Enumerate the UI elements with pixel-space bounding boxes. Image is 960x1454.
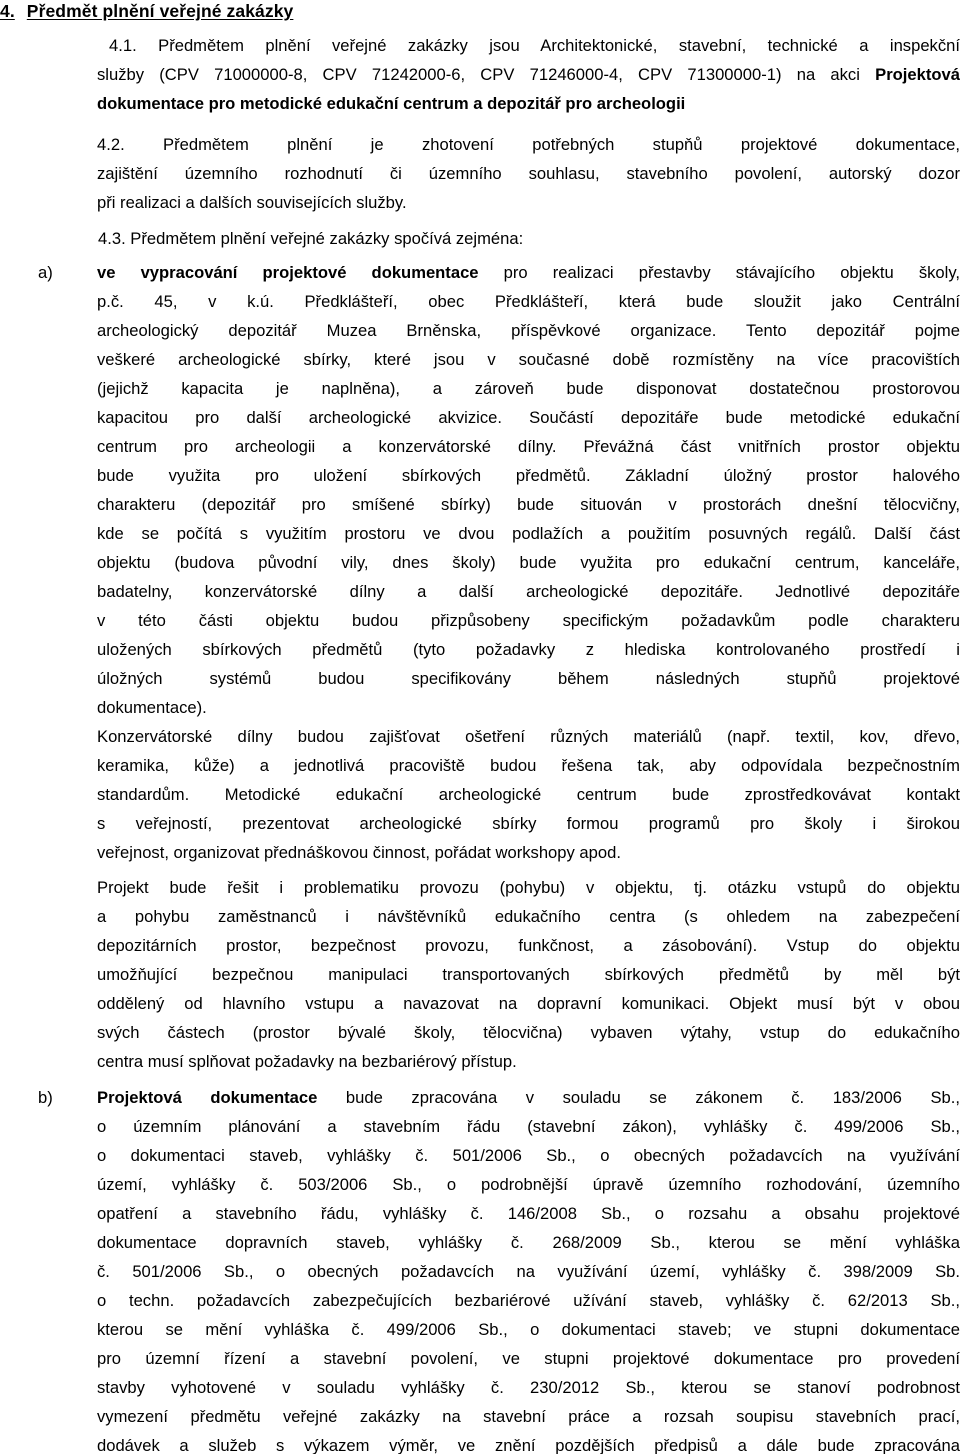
bold-text: Projektová dokumentace [97, 1088, 318, 1107]
paragraph-line: o územním plánování a stavebním řádu (stavební zákon), vyhlášky č. 499/2006 Sb., [97, 1117, 960, 1136]
paragraph-line: centra musí splňovat požadavky na bezbariérový přístup. [97, 1052, 517, 1071]
paragraph-line: charakteru (depozitář pro smíšené sbírky) bude situován v prostorách dnešní tělocvičny, [97, 495, 960, 514]
paragraph-line: bude využita pro uložení sbírkových předmětů. Základní úložný prostor halového [97, 466, 960, 485]
paragraph-line: 4.2. Předmětem plnění je zhotovení potřebných stupňů projektové dokumentace, [97, 135, 960, 154]
line-text: pro realizaci přestavby stávajícího objektu školy, [478, 263, 960, 282]
paragraph-line: stavby vyhotovené v souladu vyhlášky č. 230/2012 Sb., kterou se stanoví podrobnost [97, 1378, 960, 1397]
paragraph-line: Projekt bude řešit i problematiku provozu (pohybu) v objektu, tj. otázku vstupů do objektu [97, 878, 960, 897]
paragraph-line: Konzervátorské dílny budou zajišťovat ošetření různých materiálů (např. textil, kov, dřevo, [97, 727, 960, 746]
paragraph-line: č. 501/2006 Sb., o obecných požadavcích na využívání území, vyhlášky č. 398/2009 Sb. [97, 1262, 960, 1281]
section-heading [0, 1, 293, 22]
item-b-paragraph [97, 1083, 960, 1454]
paragraph-line [97, 89, 960, 118]
paragraph-line: pro územní řízení a stavební povolení, ve stupni projektové dokumentace pro provedení [97, 1349, 960, 1368]
paragraph-line: dokumentace dopravních staveb, vyhlášky č. 268/2009 Sb., kterou se mění vyhláška [97, 1233, 960, 1252]
paragraph-line: 4.3. Předmětem plnění veřejné zakázky spočívá zejména: [98, 229, 524, 248]
paragraph-line [97, 258, 960, 287]
paragraph-line: p.č. 45, v k.ú. Předklášteří, obec Předklášteří, která bude sloužit jako Centrální [97, 292, 960, 311]
paragraph-line: dokumentace). [97, 698, 207, 717]
section-title: Předmět plnění veřejné zakázky [26, 1, 294, 21]
bold-text: dokumentace pro metodické edukační centrum a depozitář pro archeologii [97, 94, 686, 113]
bold-text: ve vypracování projektové dokumentace [97, 263, 479, 282]
paragraph-line: zajištění územního rozhodnutí či územního souhlasu, stavebního povolení, autorský dozor [97, 164, 960, 183]
paragraph-line: badatelny, konzervátorské dílny a další archeologické depozitáře. Jednotlivé depozitáře [97, 582, 960, 601]
paragraph-line: veřejnost, organizovat přednáškovou činnost, pořádat workshopy apod. [97, 843, 621, 862]
paragraph-line: vymezení předmětu veřejné zakázky na stavební práce a rozsah soupisu stavebních prací, [97, 1407, 960, 1426]
paragraph-line: opatření a stavebního řádu, vyhlášky č. 146/2008 Sb., o rozsahu a obsahu projektové [97, 1204, 960, 1223]
paragraph-line: oddělený od hlavního vstupu a navazovat na dopravní komunikaci. Objekt musí být v obou [97, 994, 960, 1013]
paragraph-line: dodávek a služeb s výkazem výměr, ve znění pozdějších předpisů a dále bude zpracována [97, 1436, 960, 1454]
paragraph-line [97, 60, 960, 89]
paragraph-line: objektu (budova původní vily, dnes školy) bude využita pro edukační centrum, kanceláře, [97, 553, 960, 572]
paragraph-4-1 [97, 31, 960, 118]
paragraph-line: veškeré archeologické sbírky, které jsou v současné době rozmístěny na více pracovištích [97, 350, 960, 369]
paragraph-line: svých částech (prostor bývalé školy, tělocvična) vybaven výtahy, vstup do edukačního [97, 1023, 960, 1042]
paragraph-line: depozitárních prostor, bezpečnost provozu, funkčnost, a zásobování). Vstup do objektu [97, 936, 960, 955]
paragraph-line: kterou se mění vyhláška č. 499/2006 Sb., o dokumentaci staveb; ve stupni dokumentace [97, 1320, 960, 1339]
paragraph-line: při realizaci a dalších souvisejících služby. [97, 193, 407, 212]
paragraph-line: archeologický depozitář Muzea Brněnska, příspěvkové organizace. Tento depozitář pojme [97, 321, 960, 340]
paragraph-line: území, vyhlášky č. 503/2006 Sb., o podrobnější úpravě územního rozhodování, územního [97, 1175, 960, 1194]
list-marker-b: b) [38, 1088, 53, 1107]
line-text: bude zpracována v souladu se zákonem č. 183/2006 Sb., [317, 1088, 960, 1107]
item-a-paragraph-3 [97, 873, 960, 1076]
paragraph-line: (jejichž kapacita je naplněna), a zároveň bude disponovat dostatečnou prostorovou [97, 379, 960, 398]
paragraph-line [97, 1083, 960, 1112]
item-a-paragraph-2 [97, 722, 960, 867]
paragraph-line: s veřejností, prezentovat archeologické sbírky formou programů pro školy i širokou [97, 814, 960, 833]
paragraph-line: úložných systémů budou specifikovány během následných stupňů projektové [97, 669, 960, 688]
line-text: služby (CPV 71000000-8, CPV 71242000-6, CPV 71246000-4, CPV 71300000-1) na akci [97, 65, 876, 84]
paragraph-line: centrum pro archeologii a konzervátorské dílny. Převážná část vnitřních prostor objektu [97, 437, 960, 456]
item-a-paragraph [97, 258, 960, 722]
section-number: 4. [0, 1, 15, 21]
paragraph-line: 4.1. Předmětem plnění veřejné zakázky jsou Architektonické, stavební, technické a inspekční [109, 36, 960, 55]
paragraph-line: standardům. Metodické edukační archeologické centrum bude zprostředkovávat kontakt [97, 785, 960, 804]
paragraph-4-3 [97, 224, 960, 253]
paragraph-line: umožňující bezpečnou manipulaci transportovaných sbírkových předmětů by měl být [97, 965, 960, 984]
paragraph-4-2 [97, 130, 960, 217]
paragraph-line: kde se počítá s využitím prostoru ve dvou podlažích a použitím posuvných regálů. Další část [97, 524, 960, 543]
paragraph-line: o dokumentaci staveb, vyhlášky č. 501/2006 Sb., o obecných požadavcích na využívání [97, 1146, 960, 1165]
bold-text: Projektová [875, 65, 960, 84]
paragraph-line: a pohybu zaměstnanců i návštěvníků edukačního centra (s ohledem na zabezpečení [97, 907, 960, 926]
paragraph-line: o techn. požadavcích zabezpečujících bezbariérové užívání staveb, vyhlášky č. 62/2013 Sb., [97, 1291, 960, 1310]
paragraph-line: uložených sbírkových předmětů (tyto požadavky z hlediska kontrolovaného prostředí i [97, 640, 960, 659]
paragraph-line: keramika, kůže) a jednotlivá pracoviště budou řešena tak, aby odpovídala bezpečnostním [97, 756, 960, 775]
list-marker-a: a) [38, 263, 53, 282]
paragraph-line: v této části objektu budou přizpůsobeny specifickým požadavkům podle charakteru [97, 611, 960, 630]
paragraph-line: kapacitou pro další archeologické akvizice. Součástí depozitáře bude metodické edukační [97, 408, 960, 427]
